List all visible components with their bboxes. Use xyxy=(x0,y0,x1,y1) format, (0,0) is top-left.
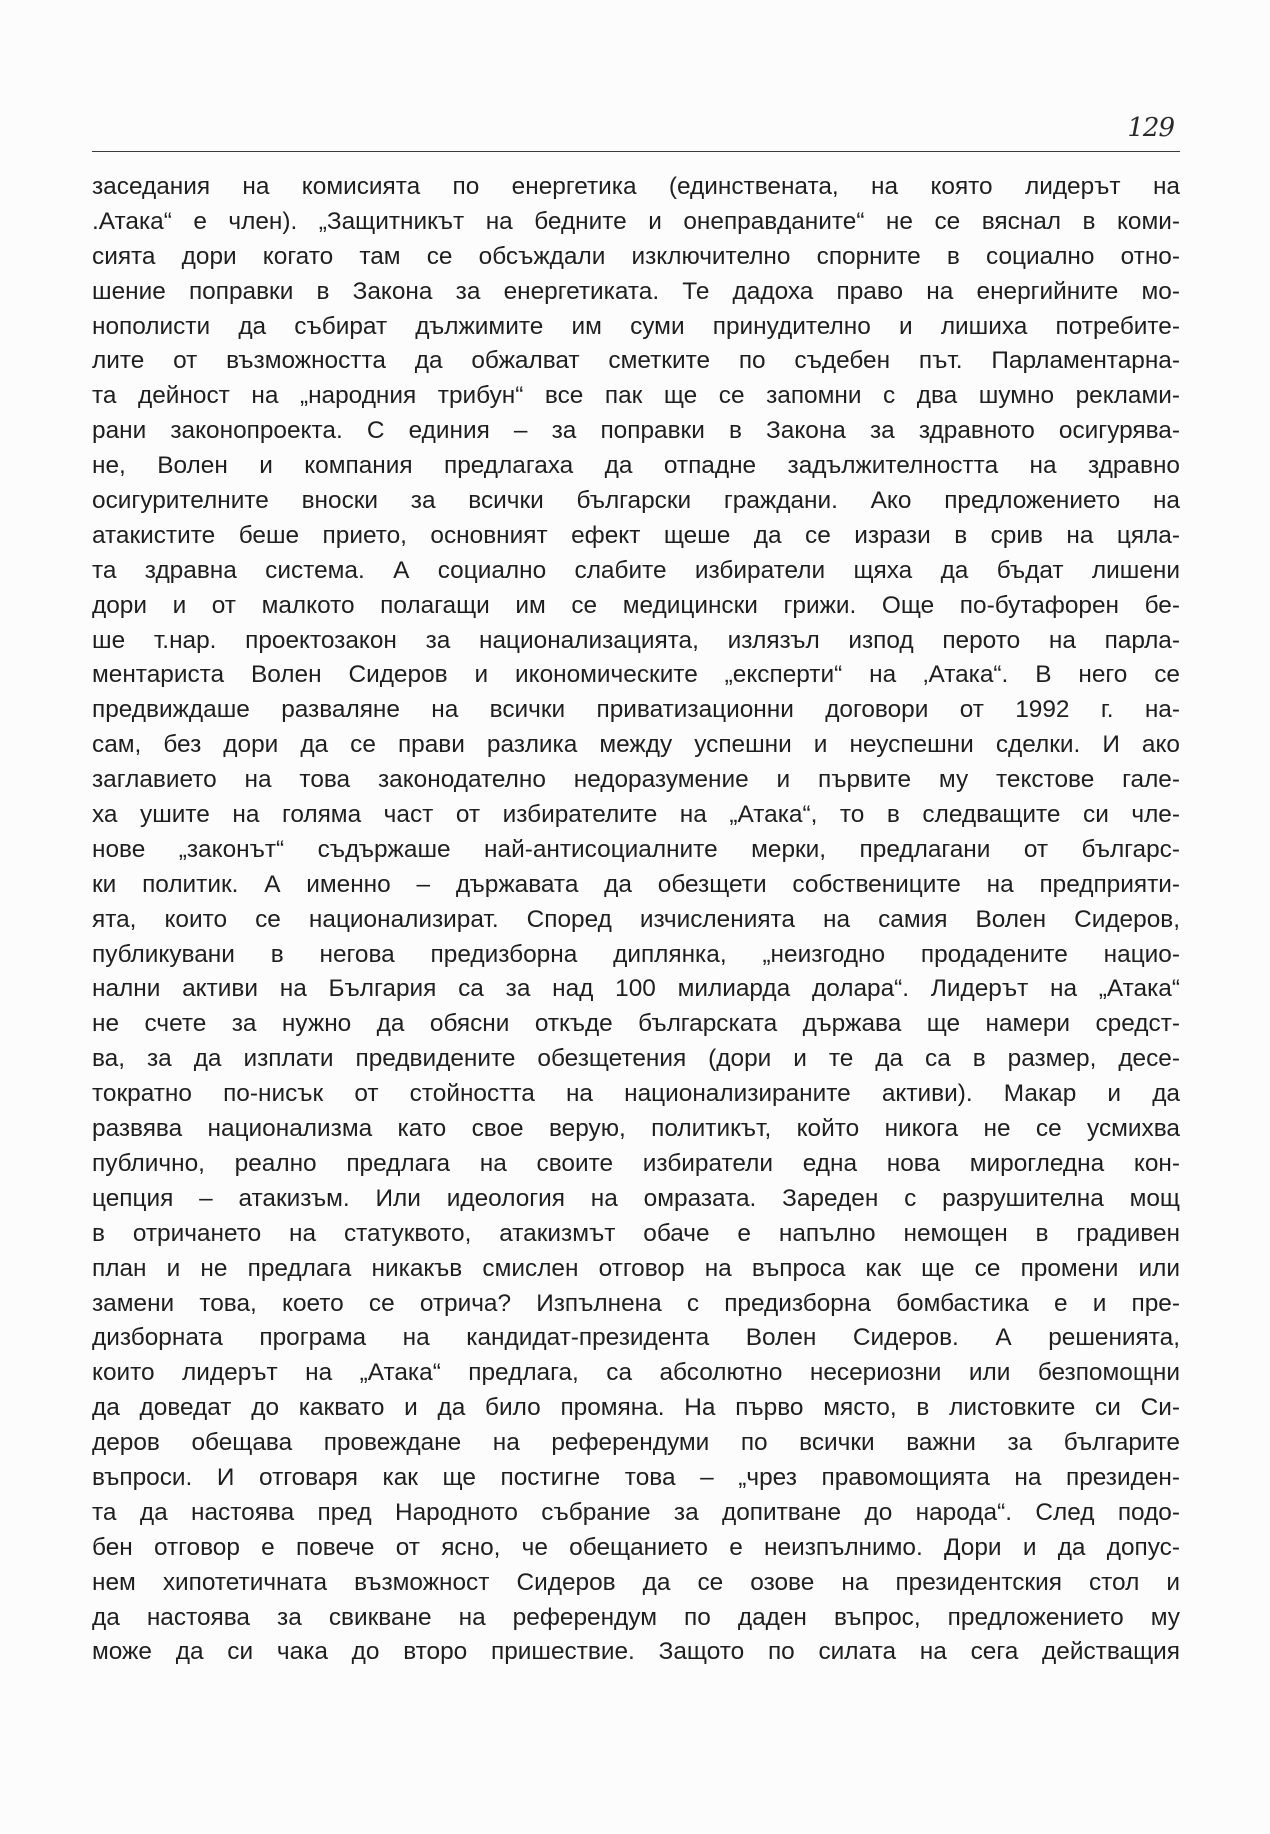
text-line: заседания на комисията по енергетика (единствената, на която лидерът на xyxy=(92,173,1180,200)
text-line: осигурителните вноски за всички български граждани. Ако предложението на xyxy=(92,487,1180,515)
text-line: нем хипотетичната възможност Сидеров да се озове на президентския стол и xyxy=(92,1568,1180,1596)
text-line: ки политик. А именно – държавата да обезщети собствениците на предприяти- xyxy=(92,870,1180,898)
text-line: шение поправки в Закона за енергетиката. Те дадоха право на енергийните мо- xyxy=(92,277,1180,305)
text-line: нове „законът“ съдържаше най-антисоциалните мерки, предлагани от българс- xyxy=(92,835,1180,863)
text-line: публично, реално предлага на своите избиратели една нова мирогледна кон- xyxy=(92,1149,1180,1177)
text-line: не, Волен и компания предлагаха да отпадне задължителността на здравно xyxy=(92,452,1180,480)
text-line: ята, които се национализират. Според изчисленията на самия Волен Сидеров, xyxy=(92,905,1180,933)
text-line: в отричането на статуквото, атакизмът обаче е напълно немощен в градивен xyxy=(92,1219,1180,1247)
text-line: дори и от малкото полагащи им се медицински грижи. Още по-бутафорен бе- xyxy=(92,591,1180,619)
text-line: дизборната програма на кандидат-президента Волен Сидеров. А решенията, xyxy=(92,1324,1180,1352)
text-line: ше т.нар. проектозакон за национализацията, излязъл изпод перото на парла- xyxy=(92,626,1180,654)
text-line: сията дори когато там се обсъждали изключително спорните в социално отно- xyxy=(92,242,1180,270)
header-rule xyxy=(92,151,1180,152)
text-line: та дейност на „народния трибун“ все пак ще се запомни с два шумно реклами- xyxy=(92,382,1180,410)
text-line: публикувани в негова предизборна диплянка, „неизгодно продадените нацио- xyxy=(92,940,1180,968)
text-line: да доведат до каквато и да било промяна. На първо място, в листовките си Си- xyxy=(92,1394,1180,1422)
text-line: атакистите беше прието, основният ефект щеше да се изрази в срив на цяла- xyxy=(92,521,1180,549)
text-line: които лидерът на „Атака“ предлага, са абсолютно несериозни или безпомощни xyxy=(92,1359,1180,1387)
text-line: ментариста Волен Сидеров и икономическите „експерти“ на ‚Атака“. В него се xyxy=(92,661,1180,689)
text-line: деров обещава провеждане на референдуми по всички важни за българите xyxy=(92,1429,1180,1457)
text-line: въпроси. И отговаря как ще постигне това – „чрез правомощията на президен- xyxy=(92,1463,1180,1491)
text-line: лите от възможността да обжалват сметките по съдебен път. Парламентарна- xyxy=(92,347,1180,375)
text-line: цепция – атакизъм. Или идеология на омразата. Зареден с разрушителна мощ xyxy=(92,1184,1180,1212)
text-line: предвиждаше разваляне на всички приватизационни договори от 1992 г. на- xyxy=(92,696,1180,724)
text-line: да настоява за свикване на референдум по даден въпрос, предложението му xyxy=(92,1603,1180,1631)
text-line: заглавието на това законодателно недоразумение и първите му текстове гале- xyxy=(92,766,1180,794)
text-line: нални активи на България са за над 100 милиарда долара“. Лидерът на „Атака“ xyxy=(92,975,1180,1003)
text-line: та здравна система. А социално слабите избиратели щяха да бъдат лишени xyxy=(92,556,1180,584)
page-number: 129 xyxy=(1127,113,1174,143)
text-line: бен отговор е повече от ясно, че обещанието е неизпълнимо. Дори и да допус- xyxy=(92,1533,1180,1561)
text-line: нополисти да събират дължимите им суми принудително и лишиха потребите- xyxy=(92,312,1180,340)
text-line: може да си чака до второ пришествие. Защото по силата на сега действащия xyxy=(92,1638,1180,1666)
body-text xyxy=(92,170,1180,1670)
text-line: ва, за да изплати предвидените обезщетения (дори и те да са в размер, десе- xyxy=(92,1045,1180,1073)
text-line: та да настоява пред Народното събрание за допитване до народа“. След подо- xyxy=(92,1498,1180,1526)
text-line: .Атака“ е член). „Защитникът на бедните и онеправданите“ не се вяснал в коми- xyxy=(92,207,1180,235)
text-line: развява национализма като свое верую, политикът, който никога не се усмихва xyxy=(92,1115,1180,1143)
text-line: замени това, което се отрича? Изпълнена с предизборна бомбастика е и пре- xyxy=(92,1289,1180,1317)
text-line: сам, без дори да се прави разлика между успешни и неуспешни сделки. И ако xyxy=(92,731,1180,759)
text-line: ха ушите на голяма част от избирателите на „Атака“, то в следващите си чле- xyxy=(92,801,1180,829)
text-line: не счете за нужно да обясни откъде българската държава ще намери средст- xyxy=(92,1010,1180,1038)
text-line: план и не предлага никакъв смислен отговор на въпроса как ще се промени или xyxy=(92,1254,1180,1282)
text-line: тократно по-нисък от стойността на национализираните активи). Макар и да xyxy=(92,1080,1180,1108)
text-line: рани законопроекта. С единия – за поправки в Закона за здравното осигурява- xyxy=(92,417,1180,445)
